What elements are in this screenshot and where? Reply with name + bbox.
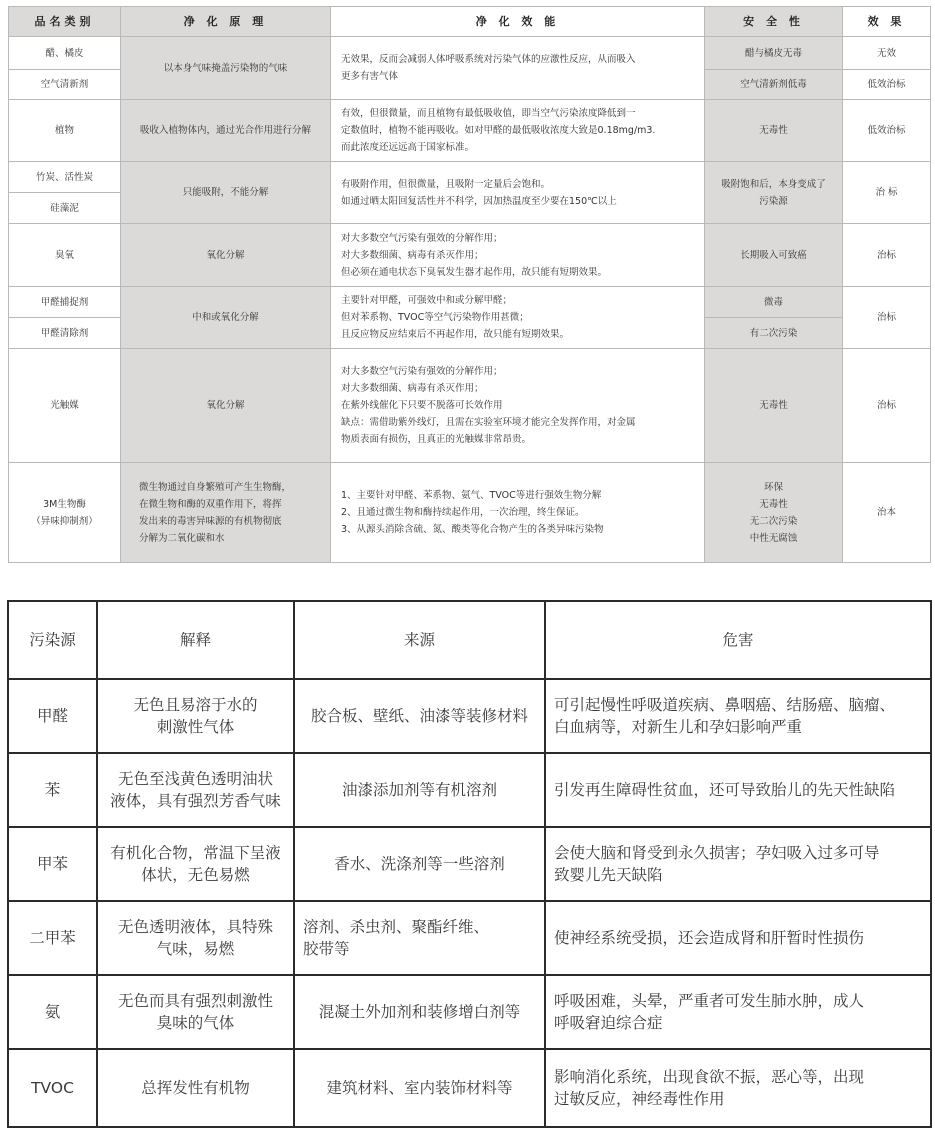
principle-cell: 以本身气味掩盖污染物的气味 [121,37,331,100]
table-header-row [8,601,931,679]
header-pollutant: 污染源 [8,601,97,679]
table-row [8,753,931,827]
category-cell: 3M生物酶 （异味抑制剂） [9,463,121,563]
principle-cell: 吸收入植物体内，通过光合作用进行分解 [121,100,331,162]
purification-comparison-table [8,6,930,562]
efficacy-cell: 主要针对甲醛，可强效中和或分解甲醛； 但对苯系物、TVOC等空气污染物作用甚微； 且反应物反应结束后不再起作用，故只能有短期效果。 [331,287,705,349]
origin-cell: 混凝土外加剂和装修增白剂等 [294,975,545,1049]
efficacy-cell: 对大多数空气污染有强效的分解作用； 对大多数细菌、病毒有杀灭作用； 但必须在通电状态下臭氧发生器才起作用，故只能有短期效果。 [331,224,705,287]
result-cell: 低效治标 [843,100,931,162]
table-row [8,901,931,975]
safety-cell: 有二次污染 [705,318,843,349]
table-header-row [9,7,931,37]
origin-cell: 溶剂、杀虫剂、聚酯纤维、 胶带等 [294,901,545,975]
result-cell: 治标 [843,224,931,287]
harm-cell: 引发再生障碍性贫血，还可导致胎儿的先天性缺陷 [545,753,931,827]
header-result: 效 果 [843,7,931,37]
header-principle: 净 化 原 理 [121,7,331,37]
safety-cell: 长期吸入可致癌 [705,224,843,287]
category-cell: 空气清新剂 [9,70,121,100]
origin-cell: 建筑材料、室内装饰材料等 [294,1049,545,1127]
efficacy-cell: 有吸附作用，但很微量，且吸附一定量后会饱和。 如通过晒太阳回复活性并不科学，因加热温度至少要在150℃以上 [331,162,705,224]
table-row [8,1049,931,1127]
table-row [9,287,931,318]
pollutant-cell: 苯 [8,753,97,827]
harm-cell: 影响消化系统，出现食欲不振，恶心等，出现 过敏反应，神经毒性作用 [545,1049,931,1127]
safety-cell: 空气清新剂低毒 [705,70,843,100]
category-cell: 甲醛捕捉剂 [9,287,121,318]
result-cell: 治标 [843,349,931,463]
result-cell: 无效 [843,37,931,70]
table-row [8,827,931,901]
pollutant-cell: 甲醛 [8,679,97,753]
table-row [8,679,931,753]
table-row [9,463,931,563]
explanation-cell: 有机化合物，常温下呈液 体状，无色易燃 [97,827,294,901]
result-cell: 治 标 [843,162,931,224]
explanation-cell: 总挥发性有机物 [97,1049,294,1127]
pollutant-cell: 氨 [8,975,97,1049]
pollutant-cell: 甲苯 [8,827,97,901]
safety-cell: 吸附饱和后，本身变成了 污染源 [705,162,843,224]
safety-cell: 环保 无毒性 无二次污染 中性无腐蚀 [705,463,843,563]
result-cell: 低效治标 [843,70,931,100]
table-row [8,975,931,1049]
efficacy-cell: 1、主要针对甲醛、苯系物、氨气、TVOC等进行强效生物分解 2、且通过微生物和酶持续起作用，一次治理，终生保证。 3、从源头消除含硫、氮、酸类等化合物产生的各类异味污染物 [331,463,705,563]
table-row [9,37,931,70]
header-category: 品名类别 [9,7,121,37]
table-row [9,349,931,463]
harm-cell: 使神经系统受损，还会造成肾和肝暂时性损伤 [545,901,931,975]
header-efficacy: 净 化 效 能 [331,7,705,37]
table-row [9,224,931,287]
pollutant-cell: 二甲苯 [8,901,97,975]
category-cell: 植物 [9,100,121,162]
principle-cell: 微生物通过自身繁殖可产生生物酶， 在微生物和酶的双重作用下，将挥 发出来的毒害异味源的有机物彻底 分解为二氧化碳和水 [121,463,331,563]
header-harm: 危害 [545,601,931,679]
category-cell: 甲醛清除剂 [9,318,121,349]
principle-cell: 氧化分解 [121,224,331,287]
efficacy-cell: 对大多数空气污染有强效的分解作用； 对大多数细菌、病毒有杀灭作用； 在紫外线催化下只要不脱落可长效作用 缺点：需借助紫外线灯，且需在实验室环境才能完全发挥作用，对金属 物质表面有损伤，且真正的光触媒非常昂贵。 [331,349,705,463]
explanation-cell: 无色而具有强烈刺激性 臭味的气体 [97,975,294,1049]
result-cell: 治标 [843,287,931,349]
efficacy-cell: 有效，但很微量，而且植物有最低吸收值，即当空气污染浓度降低到一 定数值时，植物不能再吸收。如对甲醛的最低吸收浓度大致是0.18mg/m3. 而此浓度还远远高于国家标准。 [331,100,705,162]
explanation-cell: 无色透明液体，具特殊 气味，易燃 [97,901,294,975]
category-cell: 硅藻泥 [9,193,121,224]
harm-cell: 呼吸困难，头晕，严重者可发生肺水肿，成人 呼吸窘迫综合症 [545,975,931,1049]
principle-cell: 只能吸附，不能分解 [121,162,331,224]
origin-cell: 油漆添加剂等有机溶剂 [294,753,545,827]
principle-cell: 氧化分解 [121,349,331,463]
table-row [9,100,931,162]
principle-cell: 中和或氧化分解 [121,287,331,349]
header-explanation: 解释 [97,601,294,679]
explanation-cell: 无色且易溶于水的 刺激性气体 [97,679,294,753]
category-cell: 臭氧 [9,224,121,287]
safety-cell: 无毒性 [705,349,843,463]
safety-cell: 微毒 [705,287,843,318]
explanation-cell: 无色至浅黄色透明油状 液体，具有强烈芳香气味 [97,753,294,827]
efficacy-cell: 无效果，反而会减弱人体呼吸系统对污染气体的应激性反应，从而吸入 更多有害气体 [331,37,705,100]
pollutant-table [7,600,930,1126]
origin-cell: 香水、洗涤剂等一些溶剂 [294,827,545,901]
category-cell: 醋、橘皮 [9,37,121,70]
origin-cell: 胶合板、壁纸、油漆等装修材料 [294,679,545,753]
category-cell: 竹炭、活性炭 [9,162,121,193]
table-row [9,162,931,193]
header-origin: 来源 [294,601,545,679]
safety-cell: 醋与橘皮无毒 [705,37,843,70]
pollutant-cell: TVOC [8,1049,97,1127]
result-cell: 治本 [843,463,931,563]
harm-cell: 会使大脑和肾受到永久损害；孕妇吸入过多可导 致婴儿先天缺陷 [545,827,931,901]
harm-cell: 可引起慢性呼吸道疾病、鼻咽癌、结肠癌、脑瘤、 白血病等，对新生儿和孕妇影响严重 [545,679,931,753]
header-safety: 安 全 性 [705,7,843,37]
safety-cell: 无毒性 [705,100,843,162]
category-cell: 光触媒 [9,349,121,463]
